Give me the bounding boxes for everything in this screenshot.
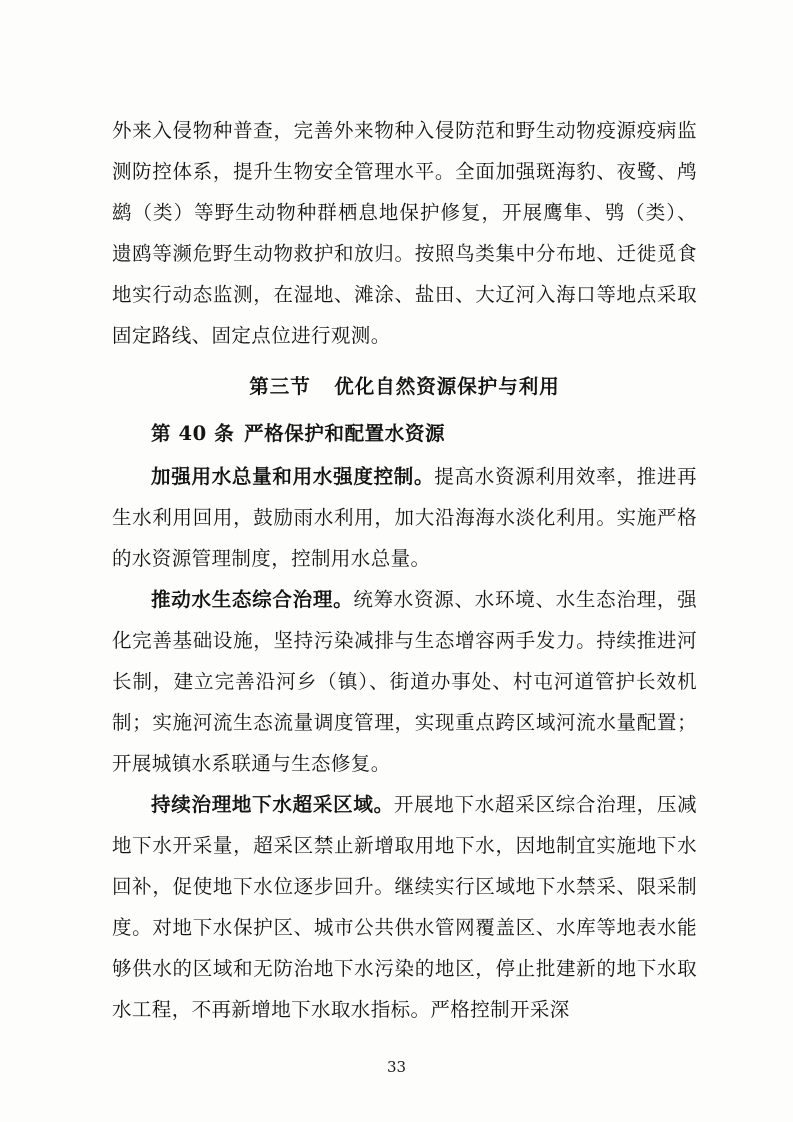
article-heading-title: 严格保护和配置水资源 [244, 422, 446, 445]
paragraph-intro: 外来入侵物种普查，完善外来物种入侵防范和野生动物疫源疫病监测防控体系，提升生物安全管理水平。全面加强斑海豹、夜鹭、鸬鹚（类）等野生动物种群栖息地保护修复，开展鹰隼、鸮（类）、遗鸥等濒危野生动物救护和放归。按照鸟类集中分布地、迁徙觅食地实行动态监测，在湿地、滩涂、盐田、大辽河入海口等地点采取固定路线、固定点位进行观测。 [112, 119, 697, 347]
section-heading [112, 366, 697, 407]
paragraph-lead-groundwater: 持续治理地下水超采区域。 [151, 793, 394, 816]
section-heading-number: 第三节 [249, 375, 311, 398]
page-number: 33 [386, 1058, 407, 1076]
paragraph-text-water-ecology: 统筹水资源、水环境、水生态治理，强化完善基础设施，坚持污染减排与生态增容两手发力。持续推进河长制，建立完善沿河乡（镇）、街道办事处、村屯河道管护长效机制；实施河流生态流量调度管理，实现重点跨区域河流水量配置；开展城镇水系联通与生态修复。 [112, 588, 697, 775]
paragraph-groundwater [112, 784, 697, 1030]
article-heading [112, 413, 697, 454]
document-body [112, 110, 697, 1030]
paragraph-lead-water-control: 加强用水总量和用水强度控制。 [151, 465, 435, 488]
paragraph-water-ecology [112, 579, 697, 784]
article-heading-number: 第 40 条 [151, 422, 235, 445]
paragraph-water-control [112, 456, 697, 579]
paragraph-text-water-control: 提高水资源利用效率，推进再生水利用回用，鼓励雨水利用，加大沿海海水淡化利用。实施严格的水资源管理制度，控制用水总量。 [112, 465, 697, 570]
paragraph-text-groundwater: 开展地下水超采区综合治理，压减地下水开采量，超采区禁止新增取用地下水，因地制宜实施地下水回补，促使地下水位逐步回升。继续实行区域地下水禁采、限采制度。对地下水保护区、城市公共供水管网覆盖区、水库等地表水能够供水的区域和无防治地下水污染的地区，停止批建新的地下水取水工程，不再新增地下水取水指标。严格控制开采深 [112, 793, 697, 1021]
section-heading-title: 优化自然资源保护与利用 [334, 375, 560, 398]
paragraph-lead-water-ecology: 推动水生态综合治理。 [151, 588, 354, 611]
